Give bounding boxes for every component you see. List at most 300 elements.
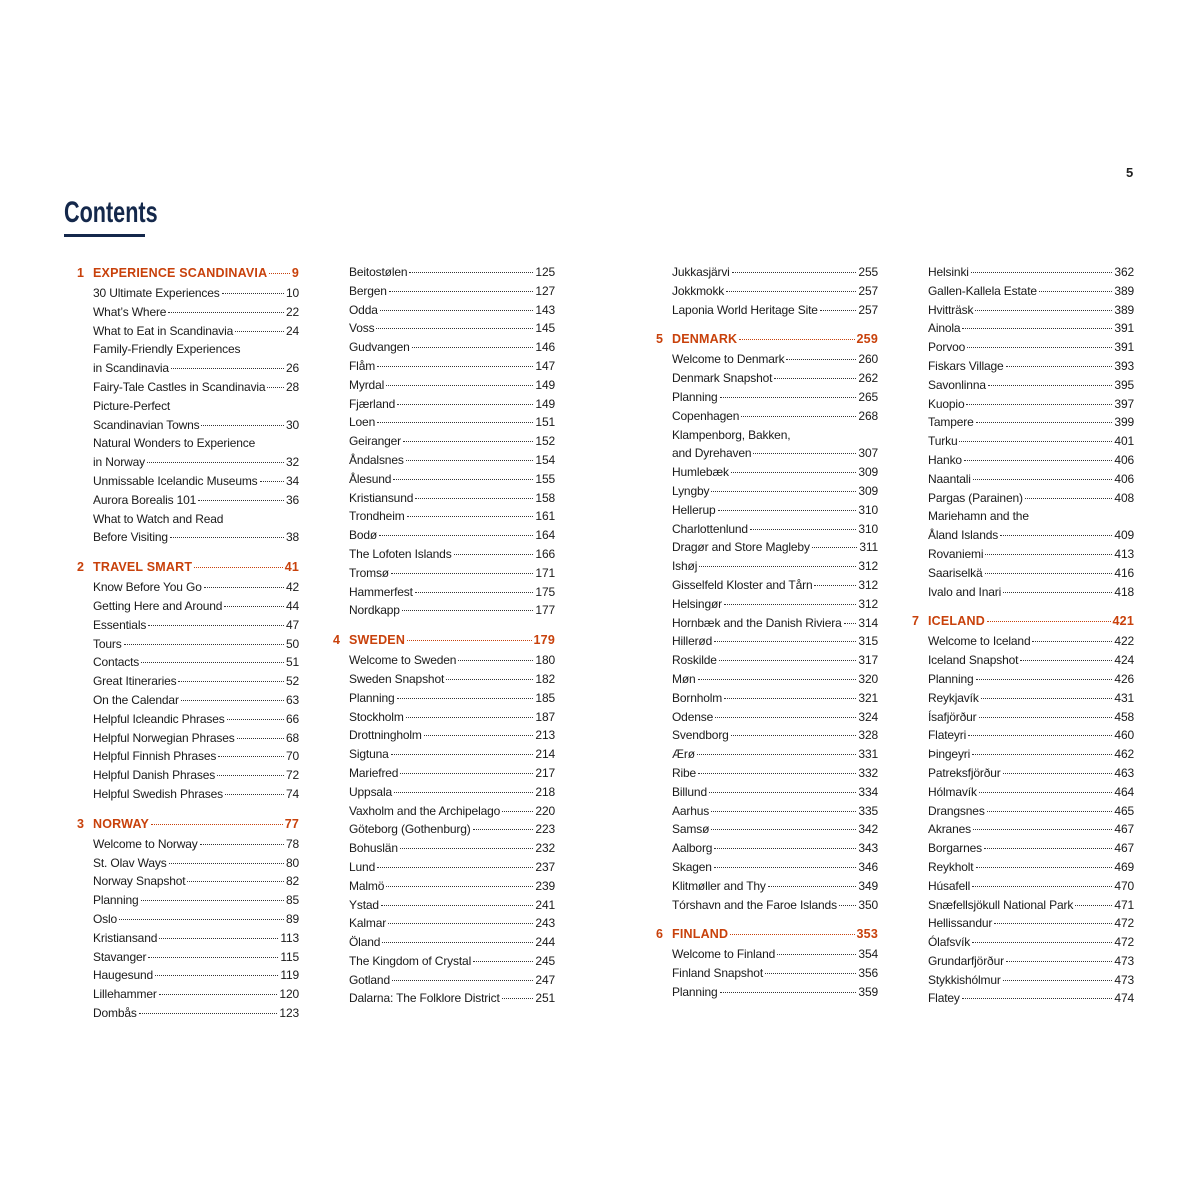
- toc-entry[interactable]: [928, 583, 1134, 602]
- entry-title: Loen: [349, 415, 376, 430]
- toc-entry[interactable]: [928, 933, 1134, 952]
- toc-entry[interactable]: [928, 689, 1134, 708]
- toc-entry[interactable]: [349, 357, 555, 376]
- toc-entry[interactable]: [349, 451, 555, 470]
- toc-entry[interactable]: [672, 802, 878, 821]
- toc-entry[interactable]: [928, 989, 1134, 1008]
- dot-leader: [962, 998, 1113, 999]
- entry-page: 467: [1114, 822, 1134, 837]
- dot-leader: [753, 453, 856, 454]
- entry-title: Roskilde: [672, 653, 717, 668]
- dot-leader: [839, 905, 856, 906]
- toc-entry[interactable]: [349, 489, 555, 508]
- entry-page: 63: [285, 692, 299, 707]
- toc-entry[interactable]: [672, 426, 878, 464]
- entry-title-line: Natural Wonders to Experience: [93, 436, 256, 451]
- toc-entry[interactable]: [93, 966, 299, 985]
- dot-leader: [731, 735, 857, 736]
- section-heading[interactable]: [656, 924, 878, 945]
- entry-page: 72: [285, 768, 299, 783]
- toc-entry[interactable]: [672, 614, 878, 633]
- toc-entry[interactable]: [93, 578, 299, 597]
- toc-entry[interactable]: [93, 985, 299, 1004]
- entry-page: 66: [285, 711, 299, 726]
- dot-leader: [1006, 961, 1112, 962]
- section-title: DENMARK: [672, 332, 738, 347]
- toc-entry[interactable]: [349, 839, 555, 858]
- toc-entry[interactable]: [349, 545, 555, 564]
- toc-entry[interactable]: [93, 322, 299, 341]
- dot-leader: [141, 662, 284, 663]
- dot-leader: [198, 500, 284, 501]
- toc-entry[interactable]: [928, 764, 1134, 783]
- toc-entry[interactable]: [93, 891, 299, 910]
- entry-row: [672, 964, 878, 983]
- entry-title: Welcome to Sweden: [349, 653, 457, 668]
- entry-row: [93, 910, 299, 929]
- toc-entry[interactable]: [349, 282, 555, 301]
- entry-title: Hanko: [928, 452, 962, 467]
- toc-entry[interactable]: [928, 413, 1134, 432]
- entry-page: 24: [285, 323, 299, 338]
- entry-row: [349, 802, 555, 821]
- toc-entry[interactable]: [349, 651, 555, 670]
- toc-entry[interactable]: [928, 432, 1134, 451]
- dot-leader: [976, 867, 1113, 868]
- toc-entry[interactable]: [928, 564, 1134, 583]
- toc-entry[interactable]: [928, 745, 1134, 764]
- entry-page: 220: [535, 803, 555, 818]
- entry-row: [349, 601, 555, 620]
- dot-leader: [382, 942, 533, 943]
- dot-leader: [1020, 660, 1112, 661]
- toc-entry[interactable]: [349, 820, 555, 839]
- toc-entry[interactable]: [928, 971, 1134, 990]
- toc-entry[interactable]: [349, 858, 555, 877]
- toc-entry[interactable]: [928, 301, 1134, 320]
- entry-page: 185: [535, 690, 555, 705]
- toc-entry[interactable]: [93, 766, 299, 785]
- entry-page: 472: [1114, 916, 1134, 931]
- entry-row: [672, 820, 878, 839]
- dot-leader: [732, 272, 857, 273]
- toc-entry[interactable]: [349, 413, 555, 432]
- section-heading[interactable]: [333, 630, 555, 651]
- toc-entry[interactable]: [928, 338, 1134, 357]
- section-page: 179: [533, 633, 555, 648]
- entry-title: On the Calendar: [93, 692, 179, 707]
- toc-entry[interactable]: [349, 802, 555, 821]
- toc-entry[interactable]: [672, 557, 878, 576]
- entry-title: Gisselfeld Kloster and Tårn: [672, 577, 813, 592]
- toc-entry[interactable]: [928, 820, 1134, 839]
- entry-row: [928, 651, 1134, 670]
- entry-row: [672, 726, 878, 745]
- entry-page: 74: [285, 786, 299, 801]
- dot-leader: [724, 698, 856, 699]
- dot-leader: [720, 397, 857, 398]
- dot-leader: [147, 462, 284, 463]
- section-page: 353: [856, 927, 878, 942]
- toc-entry[interactable]: [349, 914, 555, 933]
- toc-entry[interactable]: [672, 745, 878, 764]
- section-heading[interactable]: [77, 263, 299, 284]
- entry-title: Kristiansand: [93, 930, 158, 945]
- entry-row: [672, 538, 878, 557]
- toc-entry[interactable]: [672, 964, 878, 983]
- toc-entry[interactable]: [672, 407, 878, 426]
- dot-leader: [155, 975, 278, 976]
- entry-page: 232: [535, 841, 555, 856]
- entry-title: Ålesund: [349, 471, 392, 486]
- toc-entry[interactable]: [672, 726, 878, 745]
- toc-entry[interactable]: [928, 802, 1134, 821]
- entry-title: Aarhus: [672, 803, 710, 818]
- toc-entry[interactable]: [928, 357, 1134, 376]
- dot-leader: [1003, 592, 1112, 593]
- dot-leader: [391, 754, 534, 755]
- toc-entry[interactable]: [93, 854, 299, 873]
- toc-entry[interactable]: [672, 263, 878, 282]
- entry-page: 465: [1114, 803, 1134, 818]
- entry-row: [928, 689, 1134, 708]
- toc-entry[interactable]: [928, 395, 1134, 414]
- toc-entry[interactable]: [93, 785, 299, 804]
- entry-title-line: Mariehamn and the: [928, 509, 1029, 524]
- toc-entry[interactable]: [93, 929, 299, 948]
- dot-leader: [168, 312, 284, 313]
- toc-entry[interactable]: [928, 263, 1134, 282]
- toc-entry[interactable]: [93, 510, 299, 548]
- toc-entry[interactable]: [93, 472, 299, 491]
- entry-page: 50: [285, 636, 299, 651]
- toc-entry[interactable]: [93, 653, 299, 672]
- entry-row: [672, 369, 878, 388]
- entry-page: 335: [858, 803, 878, 818]
- toc-entry[interactable]: [672, 350, 878, 369]
- entry-row: [672, 557, 878, 576]
- toc-entry[interactable]: [93, 491, 299, 510]
- entry-title: Hammerfest: [349, 584, 413, 599]
- toc-entry[interactable]: [672, 301, 878, 320]
- toc-entry[interactable]: [672, 595, 878, 614]
- toc-entry[interactable]: [93, 747, 299, 766]
- entry-row: [928, 470, 1134, 489]
- entry-row: [672, 877, 878, 896]
- section-page: 77: [284, 816, 299, 831]
- entry-row: [349, 914, 555, 933]
- dot-leader: [386, 385, 533, 386]
- toc-entry[interactable]: [349, 263, 555, 282]
- entry-page: 149: [535, 396, 555, 411]
- toc-entry[interactable]: [672, 501, 878, 520]
- entry-page: 356: [858, 966, 878, 981]
- toc-entry[interactable]: [672, 877, 878, 896]
- entry-page: 473: [1114, 953, 1134, 968]
- toc-entry[interactable]: [93, 835, 299, 854]
- dot-leader: [402, 610, 534, 611]
- dot-leader: [971, 272, 1113, 273]
- toc-entry[interactable]: [928, 545, 1134, 564]
- entry-row: [672, 858, 878, 877]
- toc-entry[interactable]: [928, 507, 1134, 545]
- section-page: 259: [856, 332, 878, 347]
- entry-page: 469: [1114, 859, 1134, 874]
- dot-leader: [148, 957, 278, 958]
- toc-entry[interactable]: [672, 945, 878, 964]
- entry-page: 257: [858, 302, 878, 317]
- toc-entry[interactable]: [349, 301, 555, 320]
- toc-entry[interactable]: [93, 635, 299, 654]
- toc-entry[interactable]: [928, 877, 1134, 896]
- entry-page: 145: [535, 321, 555, 336]
- toc-entry[interactable]: [672, 983, 878, 1002]
- section-page: 41: [284, 560, 299, 575]
- entry-title: Sweden Snapshot: [349, 671, 445, 686]
- toc-entry[interactable]: [349, 526, 555, 545]
- entry-page: 262: [858, 371, 878, 386]
- toc-entry[interactable]: [928, 489, 1134, 508]
- entry-page: 422: [1114, 634, 1134, 649]
- entry-page: 28: [285, 379, 299, 394]
- toc-entry[interactable]: [928, 282, 1134, 301]
- toc-entry[interactable]: [672, 670, 878, 689]
- dot-leader: [987, 811, 1113, 812]
- entry-title: Drangsnes: [928, 803, 985, 818]
- entry-title: Ystad: [349, 897, 379, 912]
- toc-entry[interactable]: [93, 597, 299, 616]
- toc-entry[interactable]: [349, 564, 555, 583]
- entry-title: What’s Where: [93, 304, 167, 319]
- entry-row: [349, 858, 555, 877]
- entry-page: 239: [535, 878, 555, 893]
- toc-entry[interactable]: [928, 670, 1134, 689]
- toc-entry[interactable]: [349, 726, 555, 745]
- entry-title: Helpful Norwegian Phrases: [93, 730, 235, 745]
- toc-entry[interactable]: [672, 689, 878, 708]
- toc-entry[interactable]: [93, 397, 299, 435]
- entry-title: Scandinavian Towns: [93, 417, 200, 432]
- toc-entry[interactable]: [93, 872, 299, 891]
- toc-entry[interactable]: [349, 764, 555, 783]
- toc-entry[interactable]: [928, 376, 1134, 395]
- toc-entry[interactable]: [672, 369, 878, 388]
- toc-entry[interactable]: [672, 463, 878, 482]
- toc-entry[interactable]: [672, 482, 878, 501]
- toc-entry[interactable]: [928, 319, 1134, 338]
- toc-entry[interactable]: [672, 820, 878, 839]
- entry-page: 255: [858, 265, 878, 279]
- entry-page: 391: [1114, 321, 1134, 336]
- entry-row: [928, 319, 1134, 338]
- toc-entry[interactable]: [928, 783, 1134, 802]
- toc-entry[interactable]: [928, 896, 1134, 915]
- toc-entry[interactable]: [349, 952, 555, 971]
- entry-row: [93, 747, 299, 766]
- toc-entry[interactable]: [349, 583, 555, 602]
- entry-row: [349, 877, 555, 896]
- entry-page: 309: [858, 465, 878, 480]
- toc-column-1: [77, 263, 299, 1023]
- entry-page: 460: [1114, 728, 1134, 743]
- entry-page: 312: [858, 577, 878, 592]
- toc-entry[interactable]: [93, 340, 299, 378]
- toc-entry[interactable]: [928, 726, 1134, 745]
- entry-page: 241: [535, 897, 555, 912]
- dot-leader: [119, 919, 284, 920]
- entry-title: Skagen: [672, 859, 712, 874]
- entry-row: [93, 491, 299, 510]
- toc-entry[interactable]: [928, 632, 1134, 651]
- entry-row: [349, 933, 555, 952]
- section-number: 3: [77, 816, 85, 831]
- entry-row: [93, 453, 299, 472]
- toc-entry[interactable]: [349, 933, 555, 952]
- dot-leader: [979, 792, 1113, 793]
- toc-entry[interactable]: [672, 388, 878, 407]
- entry-title: Tampere: [928, 415, 974, 430]
- dot-leader: [981, 698, 1113, 699]
- entry-title: Kalmar: [349, 916, 387, 931]
- entry-title: Aurora Borealis 101: [93, 492, 197, 507]
- toc-entry[interactable]: [93, 303, 299, 322]
- entry-page: 244: [535, 935, 555, 950]
- toc-entry[interactable]: [349, 783, 555, 802]
- dot-leader: [973, 829, 1112, 830]
- entry-row: [349, 952, 555, 971]
- entry-page: 164: [535, 528, 555, 543]
- page-title: Contents: [64, 196, 158, 229]
- toc-entry[interactable]: [349, 395, 555, 414]
- toc-entry[interactable]: [93, 434, 299, 472]
- entry-row: [928, 858, 1134, 877]
- entry-row: [928, 820, 1134, 839]
- dot-leader: [406, 460, 534, 461]
- toc-entry[interactable]: [928, 470, 1134, 489]
- toc-entry[interactable]: [928, 451, 1134, 470]
- section-heading[interactable]: [656, 329, 878, 350]
- toc-entry[interactable]: [672, 839, 878, 858]
- entry-page: 321: [858, 690, 878, 705]
- entry-row: [93, 472, 299, 491]
- section-heading[interactable]: [77, 814, 299, 835]
- entry-title: Åland Islands: [928, 528, 999, 543]
- entry-page: 474: [1114, 991, 1134, 1006]
- toc-entry[interactable]: [93, 378, 299, 397]
- toc-entry[interactable]: [928, 914, 1134, 933]
- toc-entry[interactable]: [672, 764, 878, 783]
- entry-page: 85: [285, 893, 299, 908]
- dot-leader: [381, 905, 533, 906]
- entry-page: 175: [535, 584, 555, 599]
- entry-title: Flateyri: [928, 728, 967, 743]
- entry-title: 30 Ultimate Experiences: [93, 286, 220, 300]
- entry-row: [672, 301, 878, 320]
- entry-title: Great Itineraries: [93, 674, 177, 689]
- toc-entry[interactable]: [672, 896, 878, 915]
- entry-page: 123: [279, 1005, 299, 1020]
- entry-page: 332: [858, 765, 878, 780]
- dot-leader: [237, 738, 284, 739]
- section-heading[interactable]: [912, 611, 1134, 632]
- toc-entry[interactable]: [93, 616, 299, 635]
- entry-page: 36: [285, 492, 299, 507]
- toc-entry[interactable]: [672, 858, 878, 877]
- toc-entry[interactable]: [672, 576, 878, 595]
- toc-entry[interactable]: [93, 948, 299, 967]
- toc-entry[interactable]: [349, 689, 555, 708]
- dot-leader: [227, 719, 284, 720]
- toc-entry[interactable]: [672, 708, 878, 727]
- entry-row: [928, 301, 1134, 320]
- toc-entry[interactable]: [349, 507, 555, 526]
- toc-entry[interactable]: [349, 896, 555, 915]
- entry-title: Ólafsvík: [928, 935, 971, 950]
- section-heading[interactable]: [77, 557, 299, 578]
- toc-entry[interactable]: [93, 284, 299, 303]
- entry-title: Essentials: [93, 617, 147, 632]
- entry-row: [928, 933, 1134, 952]
- dot-leader: [389, 291, 534, 292]
- toc-entry[interactable]: [928, 708, 1134, 727]
- toc-entry[interactable]: [349, 745, 555, 764]
- toc-entry[interactable]: [349, 470, 555, 489]
- toc-entry[interactable]: [349, 971, 555, 990]
- toc-entry[interactable]: [928, 858, 1134, 877]
- entry-title: Odda: [349, 302, 378, 317]
- toc-entry[interactable]: [928, 651, 1134, 670]
- toc-entry[interactable]: [349, 708, 555, 727]
- toc-entry[interactable]: [349, 376, 555, 395]
- toc-entry[interactable]: [672, 783, 878, 802]
- entry-row: [928, 632, 1134, 651]
- toc-entry[interactable]: [349, 338, 555, 357]
- toc-entry[interactable]: [93, 729, 299, 748]
- toc-entry[interactable]: [93, 1004, 299, 1023]
- toc-entry[interactable]: [672, 282, 878, 301]
- toc-entry[interactable]: [349, 319, 555, 338]
- toc-entry[interactable]: [672, 651, 878, 670]
- toc-entry[interactable]: [349, 670, 555, 689]
- entry-row: [672, 651, 878, 670]
- toc-entry[interactable]: [93, 710, 299, 729]
- entry-page: 393: [1114, 358, 1134, 373]
- toc-entry[interactable]: [672, 538, 878, 557]
- dot-leader: [711, 829, 856, 830]
- toc-entry[interactable]: [349, 432, 555, 451]
- entry-title: Klitmøller and Thy: [672, 878, 766, 893]
- entry-page: 309: [858, 483, 878, 498]
- toc-entry[interactable]: [349, 601, 555, 620]
- toc-entry[interactable]: [928, 952, 1134, 971]
- entry-title: Planning: [349, 690, 395, 705]
- toc-entry[interactable]: [349, 989, 555, 1008]
- toc-entry[interactable]: [93, 910, 299, 929]
- toc-entry[interactable]: [93, 672, 299, 691]
- toc-entry[interactable]: [93, 691, 299, 710]
- entry-page: 426: [1114, 671, 1134, 686]
- entry-title: Bodø: [349, 528, 378, 543]
- dot-leader: [724, 604, 856, 605]
- toc-entry[interactable]: [349, 877, 555, 896]
- toc-entry[interactable]: [928, 839, 1134, 858]
- toc-entry[interactable]: [672, 520, 878, 539]
- entry-row: [672, 670, 878, 689]
- entry-title: Planning: [93, 893, 139, 908]
- dot-leader: [379, 535, 533, 536]
- entry-page: 391: [1114, 340, 1134, 355]
- toc-entry[interactable]: [672, 632, 878, 651]
